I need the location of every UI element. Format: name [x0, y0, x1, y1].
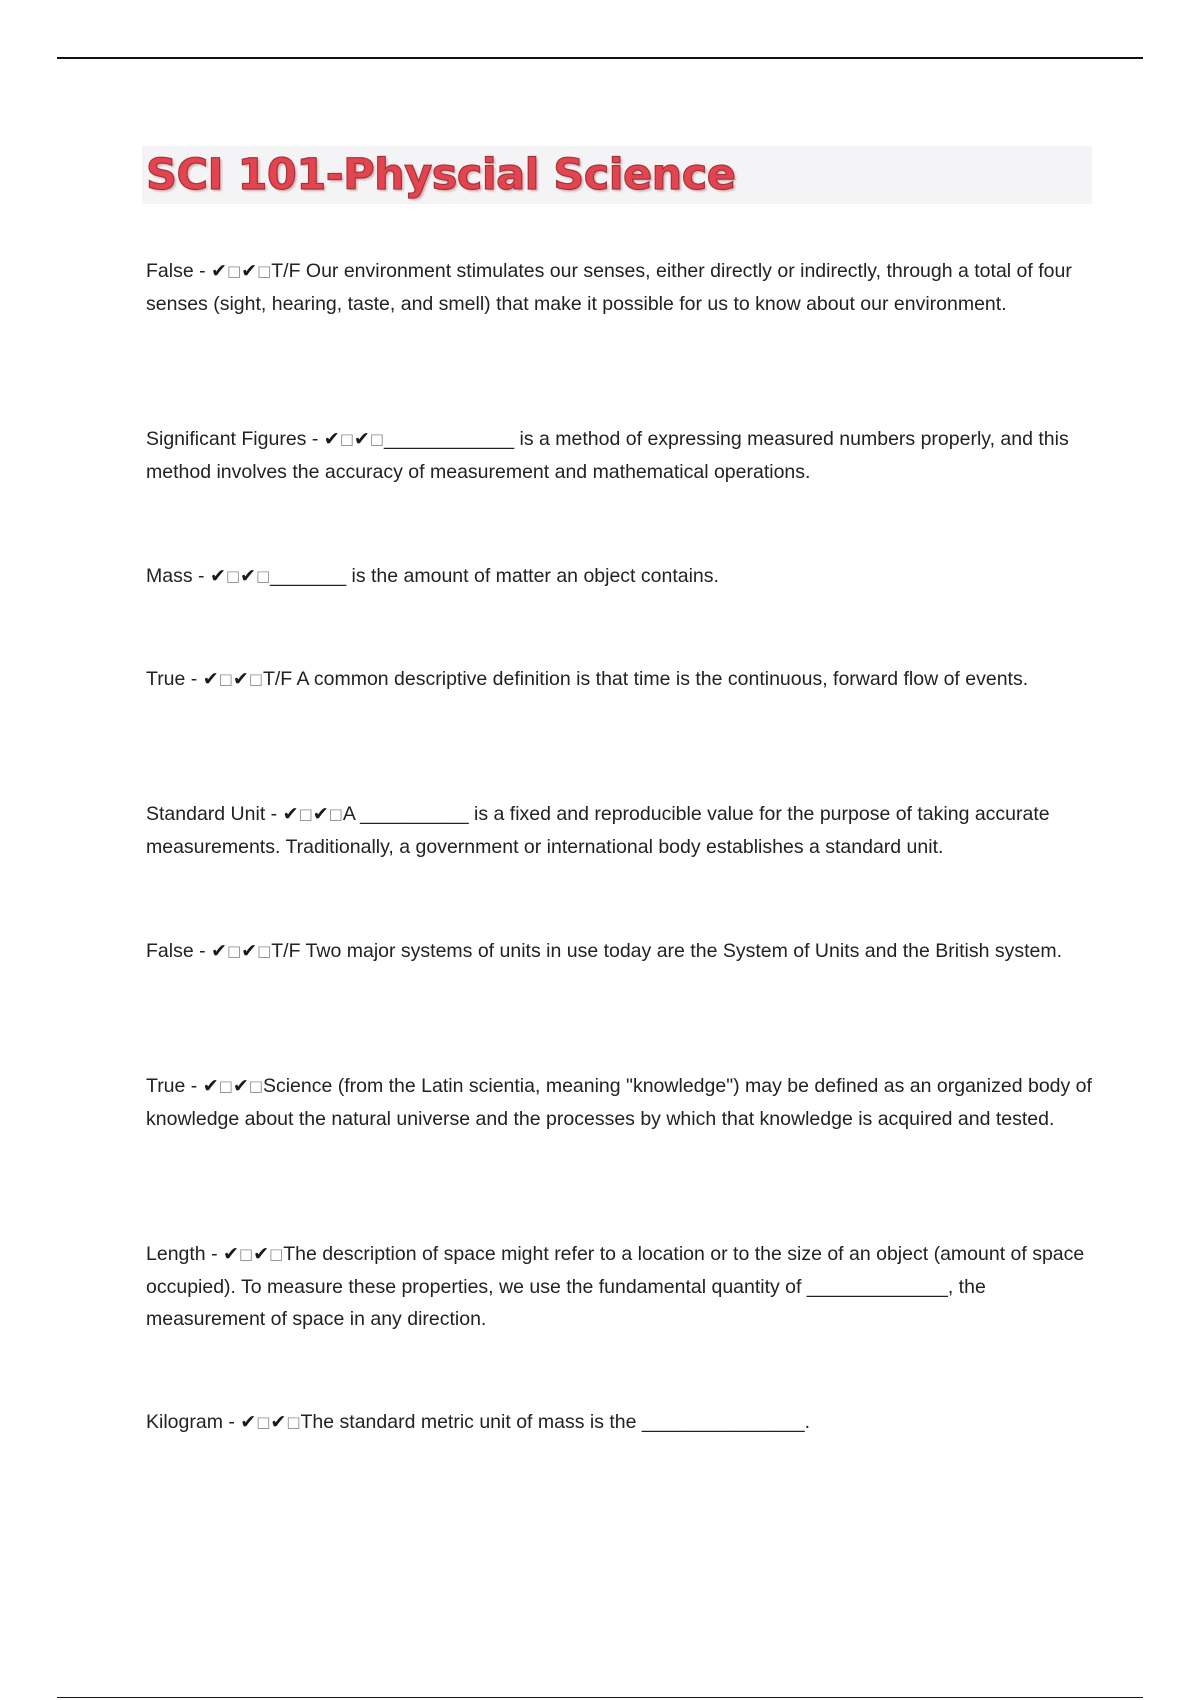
check-marks	[211, 260, 271, 282]
flashcard-9	[146, 1406, 1096, 1439]
card-separator: -	[306, 428, 324, 450]
box-icon: □	[328, 805, 343, 823]
check-icon: ✔	[211, 260, 227, 282]
bottom-rule	[57, 1697, 1143, 1698]
card-term: True	[146, 668, 186, 690]
card-definition: The description of space might refer to a location or to the size of an object (amount of space occupied). To measure these properties, we use the fundamental quantity of _____________, the measurement of space in any direction.	[146, 1243, 1085, 1330]
check-icon: ✔	[211, 940, 227, 962]
check-icon: ✔	[232, 1075, 249, 1097]
card-definition: _______ is the amount of matter an object contains.	[270, 565, 719, 587]
flashcard-5	[146, 798, 1096, 863]
flashcard-6	[146, 935, 1096, 968]
box-icon: □	[248, 1077, 263, 1095]
check-icon: ✔	[282, 803, 299, 825]
card-term: Mass	[146, 565, 193, 587]
card-term: Kilogram	[146, 1411, 223, 1433]
box-icon: □	[225, 567, 241, 585]
check-icon: ✔	[241, 260, 258, 282]
card-definition: Science (from the Latin scientia, meaning "knowledge") may be defined as an organized body of knowledge about the natural universe and the processes by which that knowledge is acquired and tested.	[146, 1075, 1092, 1130]
check-icon: ✔	[202, 668, 219, 690]
check-icon: ✔	[209, 565, 226, 587]
check-marks	[210, 565, 270, 587]
flashcard-1	[146, 255, 1096, 320]
box-icon: □	[256, 1413, 271, 1431]
check-marks	[324, 428, 384, 450]
card-definition: T/F Two major systems of units in use today are the System of Units and the British system.	[271, 940, 1063, 962]
box-icon: □	[255, 567, 271, 585]
card-separator: -	[185, 1075, 203, 1097]
check-icon: ✔	[232, 668, 249, 690]
card-definition: T/F Our environment stimulates our senses, either directly or indirectly, through a total of four senses (sight, hearing, taste, and smell) that make it possible for us to know about our environment.	[146, 260, 1072, 315]
check-icon: ✔	[240, 1411, 257, 1433]
check-icon: ✔	[270, 1411, 287, 1433]
card-term: True	[146, 1075, 186, 1097]
document-title: SCI 101-Physcial Science	[146, 150, 736, 200]
card-separator: -	[265, 803, 283, 825]
check-marks	[223, 1243, 283, 1265]
card-separator: -	[222, 1411, 241, 1433]
card-term: Length	[146, 1243, 206, 1265]
check-marks	[203, 668, 263, 690]
box-icon: □	[218, 1077, 233, 1095]
flashcard-2	[146, 423, 1096, 488]
check-icon: ✔	[240, 565, 256, 587]
flashcard-4	[146, 663, 1096, 696]
box-icon: □	[238, 1245, 254, 1263]
box-icon: □	[218, 670, 233, 688]
card-term: False	[146, 940, 194, 962]
check-icon: ✔	[223, 1243, 239, 1265]
card-definition: The standard metric unit of mass is the _______________.	[300, 1411, 811, 1433]
box-icon: □	[286, 1413, 301, 1431]
check-icon: ✔	[353, 428, 370, 450]
card-term: Significant Figures	[146, 428, 307, 450]
card-separator: -	[192, 565, 210, 587]
box-icon: □	[369, 430, 384, 448]
box-icon: □	[226, 942, 242, 960]
check-icon: ✔	[241, 940, 258, 962]
card-term: False	[146, 260, 194, 282]
box-icon: □	[298, 805, 313, 823]
card-definition: ____________ is a method of expressing measured numbers properly, and this method involves the accuracy of measurement and mathematical operations.	[146, 428, 1069, 483]
box-icon: □	[257, 942, 272, 960]
check-icon: ✔	[312, 803, 329, 825]
card-definition: T/F A common descriptive definition is that time is the continuous, forward flow of events.	[262, 668, 1029, 690]
box-icon: □	[226, 262, 242, 280]
card-separator: -	[193, 260, 212, 282]
box-icon: □	[248, 670, 263, 688]
card-separator: -	[205, 1243, 223, 1265]
check-icon: ✔	[253, 1243, 270, 1265]
check-marks	[211, 940, 271, 962]
flashcard-7	[146, 1070, 1096, 1135]
card-separator: -	[193, 940, 212, 962]
check-marks	[203, 1075, 263, 1097]
box-icon: □	[269, 1245, 284, 1263]
box-icon: □	[257, 262, 272, 280]
card-definition: A __________ is a fixed and reproducible value for the purpose of taking accurate measurements. Traditionally, a government or international body establishes a standard unit.	[146, 803, 1050, 858]
check-marks	[283, 803, 343, 825]
top-rule	[57, 57, 1143, 59]
check-icon: ✔	[202, 1075, 219, 1097]
card-separator: -	[185, 668, 203, 690]
box-icon: □	[339, 430, 354, 448]
flashcard-3	[146, 560, 1096, 593]
card-term: Standard Unit	[146, 803, 266, 825]
flashcard-8	[146, 1238, 1096, 1335]
check-icon: ✔	[323, 428, 340, 450]
check-marks	[240, 1411, 300, 1433]
